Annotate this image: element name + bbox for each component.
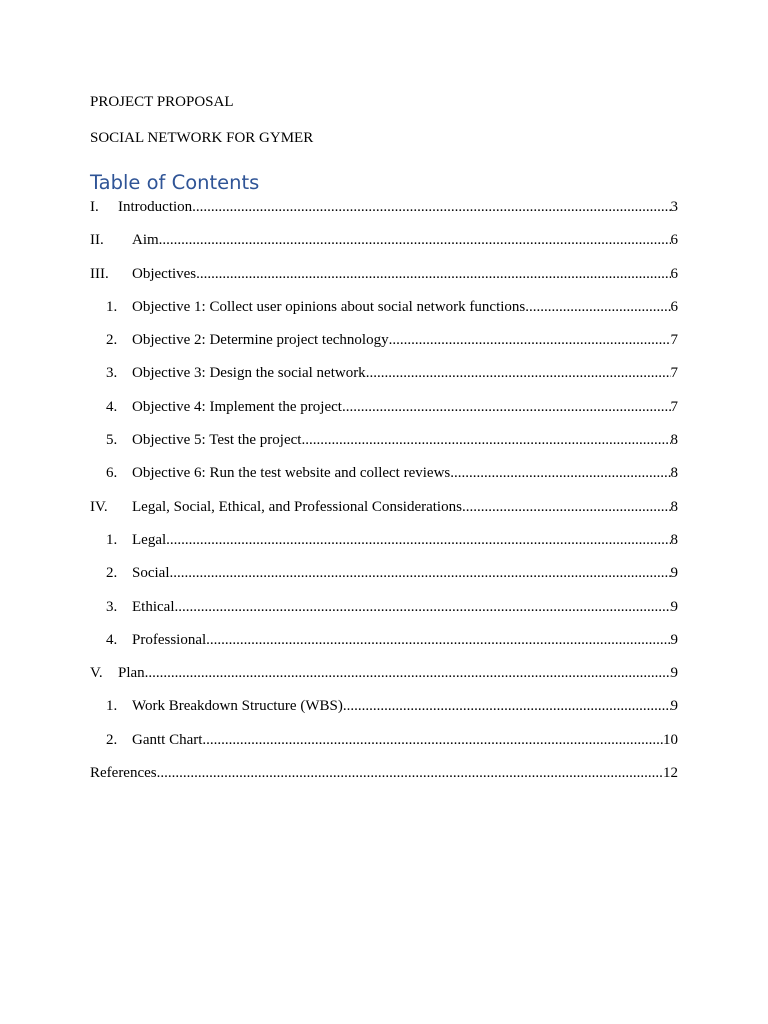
toc-entry-number: III. [90,265,109,282]
toc-entry[interactable] [90,331,678,349]
toc-entry-number: 4. [106,631,118,648]
toc-entry-page: 10 [663,731,678,748]
table-of-contents [90,198,678,797]
toc-entry-number: 3. [106,365,118,382]
toc-entry-text: Professional [132,631,207,648]
toc-entry[interactable] [90,364,678,382]
toc-entry-page: 9 [670,631,678,648]
toc-entry-text: Legal [132,531,167,548]
toc-entry-number: 2. [106,332,118,349]
toc-entry-number: V. [90,665,103,682]
toc-entry-number: 6. [106,465,118,482]
document-subtitle: SOCIAL NETWORK FOR GYMER [90,130,314,146]
toc-entry-text: Objective 1: Collect user opinions about social network functions [132,298,526,315]
toc-leader-dots [301,431,670,449]
toc-entry-page: 9 [670,565,678,582]
toc-entry-text: Gantt Chart [132,731,203,748]
toc-leader-dots [366,364,671,382]
toc-leader-dots [342,398,671,416]
toc-entry[interactable] [90,598,678,616]
toc-entry-page: 9 [670,698,678,715]
toc-leader-dots [343,697,671,715]
toc-leader-dots [192,198,670,216]
toc-entry[interactable] [90,398,678,416]
toc-entry-text: References [90,765,157,782]
toc-entry[interactable] [90,431,678,449]
toc-entry-number: II. [90,232,104,249]
toc-entry-page: 9 [670,665,678,682]
toc-entry[interactable] [90,265,678,283]
toc-entry-page: 3 [670,199,678,215]
toc-entry-number: 1. [106,298,118,315]
toc-entry[interactable] [90,697,678,715]
toc-leader-dots [157,764,663,782]
toc-leader-dots [206,631,670,649]
toc-entry-text: Legal, Social, Ethical, and Professional Considerations [132,498,462,515]
toc-leader-dots [166,531,670,549]
toc-entry-text: Objective 6: Run the test website and collect reviews [132,465,451,482]
toc-entry-page: 8 [670,465,678,482]
toc-entry-number: 3. [106,598,118,615]
toc-entry-page: 7 [670,332,678,349]
toc-entry-number: 2. [106,731,118,748]
toc-entry-page: 6 [670,265,678,282]
toc-leader-dots [170,564,671,582]
toc-entry-page: 8 [670,498,678,515]
toc-entry[interactable] [90,564,678,582]
toc-entry-text: Social [132,565,170,582]
toc-entry-text: Plan [118,665,145,682]
toc-entry-page: 8 [670,531,678,548]
toc-leader-dots [145,664,671,682]
toc-entry-number: 1. [106,531,118,548]
toc-entry-number: 4. [106,398,118,415]
document-title: PROJECT PROPOSAL [90,94,234,110]
toc-entry[interactable] [90,198,678,216]
toc-entry-page: 8 [670,432,678,449]
toc-entry-number: IV. [90,498,108,515]
toc-heading: Table of Contents [90,171,260,194]
toc-entry-page: 6 [670,298,678,315]
toc-entry[interactable] [90,531,678,549]
toc-entry[interactable] [90,664,678,682]
toc-leader-dots [196,265,670,283]
toc-entry[interactable] [90,298,678,316]
toc-leader-dots [202,731,663,749]
toc-leader-dots [389,331,671,349]
toc-entry-number: 2. [106,565,118,582]
toc-entry-page: 6 [670,232,678,249]
toc-entry[interactable] [90,498,678,516]
toc-leader-dots [462,498,671,516]
toc-entry-text: Introduction [118,199,193,215]
toc-entry-text: Work Breakdown Structure (WBS) [132,698,343,715]
toc-entry-page: 12 [663,765,678,782]
toc-entry-text: Objective 2: Determine project technology [132,332,389,349]
toc-entry-page: 7 [670,398,678,415]
toc-entry-number: I. [90,199,99,215]
toc-entry[interactable] [90,464,678,482]
toc-entry-text: Objective 3: Design the social network [132,365,366,382]
toc-entry-text: Objective 4: Implement the project [132,398,342,415]
toc-leader-dots [525,298,670,316]
toc-entry-text: Aim [132,232,159,249]
toc-entry-text: Objectives [132,265,197,282]
toc-entry[interactable] [90,631,678,649]
toc-entry-references[interactable] [90,764,678,782]
toc-leader-dots [450,464,670,482]
toc-entry-number: 5. [106,432,118,449]
toc-entry-page: 9 [670,598,678,615]
toc-entry-number: 1. [106,698,118,715]
toc-entry[interactable] [90,231,678,249]
toc-entry-page: 7 [670,365,678,382]
toc-entry-text: Objective 5: Test the project [132,432,302,449]
toc-leader-dots [159,231,671,249]
toc-entry-text: Ethical [132,598,175,615]
toc-entry[interactable] [90,731,678,749]
toc-leader-dots [174,598,670,616]
